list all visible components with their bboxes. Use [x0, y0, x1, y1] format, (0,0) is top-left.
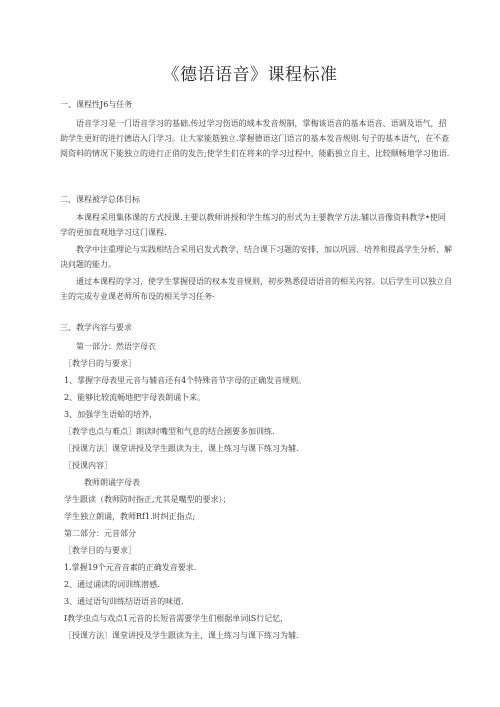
page-title: 《德语语音》课程标准	[162, 65, 338, 85]
list-item: 学生跟读（教师防时指正,尤其是嘴型的要求）；	[64, 495, 231, 504]
list-item: 学生独立朗诵，教师Rf1.时纠正指点;	[64, 512, 196, 521]
list-item: 第二部分：元音部分	[64, 529, 136, 538]
list-item: ［教学目的与要求］	[64, 546, 136, 555]
list-item: ［教学也点与难点］朗读时嘴型和气息的结合剧要多加训练.	[64, 427, 275, 436]
list-item: 第一部分：然语字母衣	[76, 342, 156, 351]
list-item: 1、掌握字母表里元音与辅音还有4个特殊音节字母的正确发音规则。	[64, 376, 307, 385]
section-paragraph-1: 语音学习是一门语音学习的基础.传过学习伤语的域本发音规制，掌梅该语音的基本语音、语调及语气，招助学生更好的进行德语入门学习。让大家能筋独立.掌握德语这门语言的基本发音规则.句子的基本语气，在不查阅资料的情况下能独立的进行正俏的发告;使学生们在将来的学习过程中，能虧独立自主、比较顺畅地学习他语.	[60, 119, 450, 158]
section-paragraph-2b: 教学中注重理论与实践相结合采用启发式教学，结合课下习题的安排，加以巩固、培养和提高学生分析、解决问题的能力。	[60, 245, 452, 269]
list-item: 1.掌握19个元音音素的正确发音要求.	[64, 563, 197, 572]
list-item: 3、加强学生语蛤的培养，	[64, 410, 158, 419]
list-item: ［教学目的与要求］	[64, 359, 136, 368]
list-item: 3、通过语句训练结语语音的味道.	[64, 597, 184, 606]
list-item: 2、通过诵读的词训练潜感.	[64, 580, 160, 589]
section-heading-1: 一、课程性J6与任务	[60, 100, 133, 109]
list-item: ［授课方法〕课堂讲授及学生跟读为主，课上练习与课下练习为辅.	[64, 631, 299, 640]
list-item: ［授课方法］课堂讲授及学生跟读为主，课上练习与课下练习为辅.	[64, 444, 299, 453]
section-paragraph-2a: 本课程采用集体课的方式授课.主要以教师讲授和学生练习的形式为主要教学方法.辅以音像资料教学•使同学的更加直观地学习这门课程.	[60, 213, 446, 237]
section-heading-3: 三、教学内容与要求	[60, 323, 132, 332]
list-item: 2、能够比较流畅地把字母表朗诵卜来。	[64, 393, 206, 402]
list-item: ［授课内容］	[64, 461, 112, 470]
list-item: 教师朗诵字母表	[84, 478, 140, 487]
section-paragraph-2c: 通过本课程的学习，使学生掌握侵语的权本发音规则，初步熟悉侵语语音的相关内容。以后学生可以独立自主的完成专业课老师所布设的相关学习任务-	[60, 277, 452, 301]
list-item: I教学虫点与戏点1元音的长短音需要学生们根据单词iS行记忆,	[64, 614, 283, 623]
section-heading-2: 二、课程被学总体目标	[60, 195, 140, 204]
